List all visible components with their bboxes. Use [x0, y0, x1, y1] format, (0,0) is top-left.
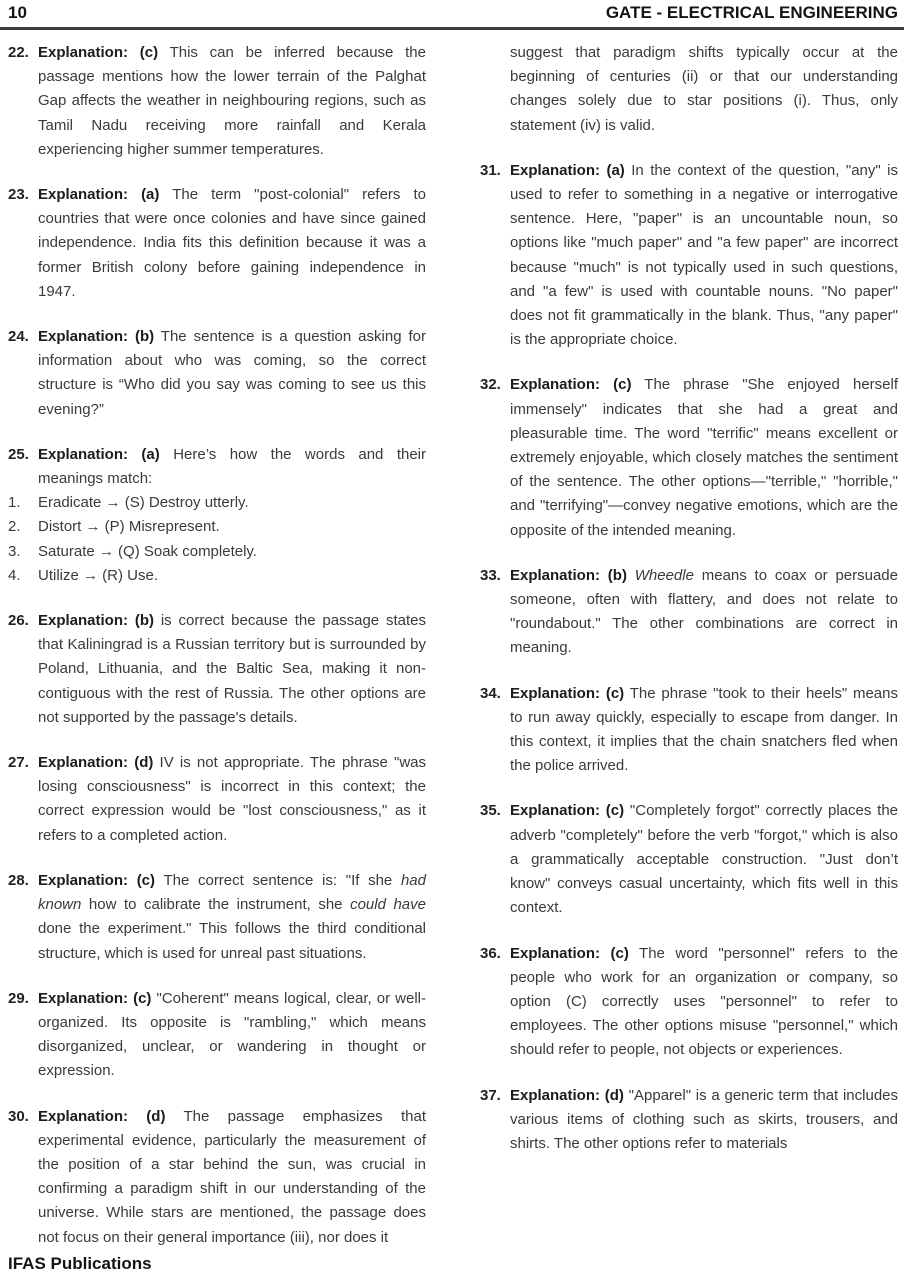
item-number: 37. [480, 1086, 501, 1104]
item-label: Explanation: (b) [510, 566, 627, 584]
item-text [510, 942, 898, 1063]
item-number: 28. [8, 871, 29, 889]
item-body: The passage emphasizes that experimental evidence, particularly the measurement of the position of a star behind the sun, was crucial in confirming a paradigm shift in our understanding of the universe. While stars are mentioned, the passage does not focus on their general importance (iii), nor does it [38, 1107, 426, 1246]
item-body-part: how to calibrate the instrument, she [81, 896, 351, 914]
item-text [510, 159, 898, 353]
item-label: Explanation: (d) [510, 1086, 624, 1104]
item-number: 29. [8, 989, 29, 1007]
explanation-item-26 [8, 609, 426, 730]
item-label: Explanation: (c) [510, 944, 629, 962]
item-row [480, 799, 898, 920]
explanation-item-35 [480, 799, 898, 920]
item-text [510, 799, 898, 920]
italic-phrase: Wheedle [626, 566, 694, 584]
list-item-number: 4. [8, 566, 21, 584]
item-row [8, 325, 426, 422]
item-text [38, 1105, 426, 1250]
explanation-item-30-continuation [480, 41, 898, 138]
item-number: 31. [480, 161, 501, 179]
item-body: The term "post-colonial" refers to countries that were once colonies and have since gained independence. India fits this definition because it was a former British colony before gaining independence in 1947. [38, 186, 426, 300]
item-label: Explanation: (d) [38, 1107, 166, 1125]
explanation-item-34 [480, 682, 898, 779]
item-label: Explanation: (c) [38, 989, 152, 1007]
item-number: 25. [8, 445, 29, 463]
item-text [510, 373, 898, 542]
item-number: 35. [480, 802, 501, 820]
item-row [8, 443, 426, 491]
explanation-item-25 [8, 443, 426, 588]
item-body: "Coherent" means logical, clear, or well-organized. Its opposite is "rambling," which means disorganized, unclear, or wandering in thought or expression. [38, 989, 426, 1080]
item-label: Explanation: (b) [38, 612, 154, 630]
item-text [38, 443, 426, 491]
match-list-item-2 [8, 515, 426, 539]
item-text [38, 325, 426, 422]
item-body: means to coax or persuade someone, often with flattery, and does not relate to "roundabout." The other combinations are correct in meaning. [510, 566, 898, 657]
list-item-number: 3. [8, 542, 21, 560]
item-body: The phrase "She enjoyed herself immensely" indicates that she had a great and pleasurable time. The word "terrific" means excellent or extremely enjoyable, which closely matches the sentiment of the sentence. The other options—"terrible," "horrible," and "terrifying"—convey negative emotions, which are the opposite of the intended meaning. [510, 376, 898, 539]
explanation-item-28 [8, 869, 426, 966]
item-body: Here’s how the words and their meanings match: [38, 445, 427, 488]
item-label: Explanation: (c) [510, 376, 632, 394]
page-footer [0, 1254, 904, 1280]
item-row [480, 159, 898, 353]
content-columns [0, 30, 904, 1254]
item-body: This can be inferred because the passage mentions how the lower terrain of the Palghat Gap affects the weather in neighbouring regions, such as Tamil Nadu receiving more rainfall and Kerala experiencing higher summer temperatures. [38, 44, 426, 158]
item-body: "Apparel" is a generic term that includes various items of clothing such as skirts, trousers, and shirts. The other options refer to materials [510, 1086, 898, 1152]
item-text [38, 183, 426, 304]
item-number: 36. [480, 944, 501, 962]
item-label: Explanation: (c) [38, 44, 159, 61]
item-text [510, 1084, 898, 1157]
item-row [480, 682, 898, 779]
item-body-part: The correct sentence is: "If she [155, 871, 401, 889]
item-body: The sentence is a question asking for information about who was coming, so the correct structure is “Who did you say was coming to see us this evening?” [38, 328, 426, 418]
italic-phrase: could have [350, 896, 426, 914]
item-row [8, 41, 426, 162]
item-label: Explanation: (c) [38, 871, 156, 889]
item-label: Explanation: (a) [38, 186, 160, 204]
explanation-item-37 [480, 1084, 898, 1157]
explanation-item-33 [480, 564, 898, 661]
item-text [510, 682, 898, 779]
item-label: Explanation: (b) [38, 328, 155, 346]
page-header [0, 0, 904, 23]
item-text [38, 41, 426, 162]
item-number: 33. [480, 566, 501, 584]
item-row [8, 869, 426, 966]
list-item-text: Utilize → (R) Use. [38, 566, 159, 584]
explanation-item-29 [8, 987, 426, 1084]
item-text [38, 869, 426, 966]
item-number: 23. [8, 186, 29, 204]
item-text-continuation: suggest that paradigm shifts typically occur at the beginning of centuries (ii) or that our understanding changes solely due to star positions (i). Thus, only statement (iv) is valid. [510, 44, 898, 134]
item-row [480, 942, 898, 1063]
item-row [480, 1084, 898, 1157]
item-row [8, 609, 426, 730]
item-row [8, 1105, 426, 1250]
match-list-item-4 [8, 564, 426, 588]
item-body: IV is not appropriate. The phrase "was losing consciousness" is incorrect in this context; the correct expression would be "lost consciousness," as it refers to a completed action. [38, 754, 427, 844]
item-number-empty [480, 41, 510, 138]
item-label: Explanation: (a) [510, 161, 625, 179]
page-number: 10 [8, 3, 27, 22]
item-body: is correct because the passage states that Kaliningrad is a Russian territory but is surrounded by Poland, Lithuania, and the Baltic Sea, making it non-contiguous with the rest of Russia. The other options are not supported by the passage's details. [38, 612, 426, 726]
item-text [510, 564, 898, 661]
match-list-item-1 [8, 491, 426, 515]
explanation-item-36 [480, 942, 898, 1063]
item-label: Explanation: (a) [38, 445, 160, 463]
item-row [8, 751, 426, 848]
italic-phrase: had known [38, 871, 426, 914]
item-body: In the context of the question, "any" is used to refer to something in a negative or interrogative sentence. Here, "paper" is an uncountable noun, so options like "much paper" and "a few paper" are incorrect because "much" is not typically used in such questions, and "a few" is used with countable nouns. "No paper" does not fit grammatically in the blank. Thus, "any paper" is the appropriate choice. [510, 161, 898, 349]
list-item-number: 2. [8, 518, 21, 536]
left-column [8, 41, 426, 1254]
explanation-item-32 [480, 373, 898, 542]
item-number: 22. [8, 44, 29, 61]
list-item-text: Saturate → (Q) Soak completely. [38, 542, 257, 560]
list-item-text: Distort → (P) Misrepresent. [38, 518, 220, 536]
item-number: 34. [480, 684, 501, 702]
item-label: Explanation: (d) [38, 754, 154, 772]
list-item-text: Eradicate → (S) Destroy utterly. [38, 494, 249, 512]
item-text [38, 609, 426, 730]
item-row [480, 564, 898, 661]
publisher-name: IFAS Publications [8, 1254, 152, 1273]
item-text [38, 751, 426, 848]
item-row [480, 373, 898, 542]
explanation-item-30 [8, 1105, 426, 1250]
item-body: The phrase "took to their heels" means to run away quickly, especially to escape from danger. In this context, it implies that the chain snatchers fled when the police arrived. [510, 684, 898, 775]
document-title: GATE - ELECTRICAL ENGINEERING [605, 3, 898, 22]
right-column [480, 41, 898, 1254]
item-number: 27. [8, 754, 29, 772]
explanation-item-27 [8, 751, 426, 848]
explanation-item-24 [8, 325, 426, 422]
item-number: 30. [8, 1107, 29, 1125]
item-row [8, 987, 426, 1084]
item-body: The word "personnel" refers to the people who work for an organization or company, so option (C) correctly uses "personnel" to refer to employees. The other options misuse "personnel," which should refer to people, not objects or experiences. [510, 944, 899, 1059]
item-text [38, 987, 426, 1084]
item-row [8, 183, 426, 304]
item-body: "Completely forgot" correctly places the adverb "completely" before the verb "forgot," which is also a grammatically acceptable construction. "Just don’t know" conveys casual uncertainty, which fits well in this context. [510, 802, 898, 917]
item-row [480, 41, 898, 138]
item-label: Explanation: (c) [510, 802, 625, 820]
item-body-part: done the experiment." This follows the third conditional structure, which is used for unreal past situations. [38, 920, 426, 962]
item-number: 32. [480, 376, 501, 394]
item-number: 26. [8, 612, 29, 630]
explanation-item-22 [8, 41, 426, 162]
item-number: 24. [8, 328, 29, 346]
explanation-item-31 [480, 159, 898, 353]
list-item-number: 1. [8, 494, 21, 512]
explanation-item-23 [8, 183, 426, 304]
item-label: Explanation: (c) [510, 684, 625, 702]
match-list-item-3 [8, 540, 426, 564]
